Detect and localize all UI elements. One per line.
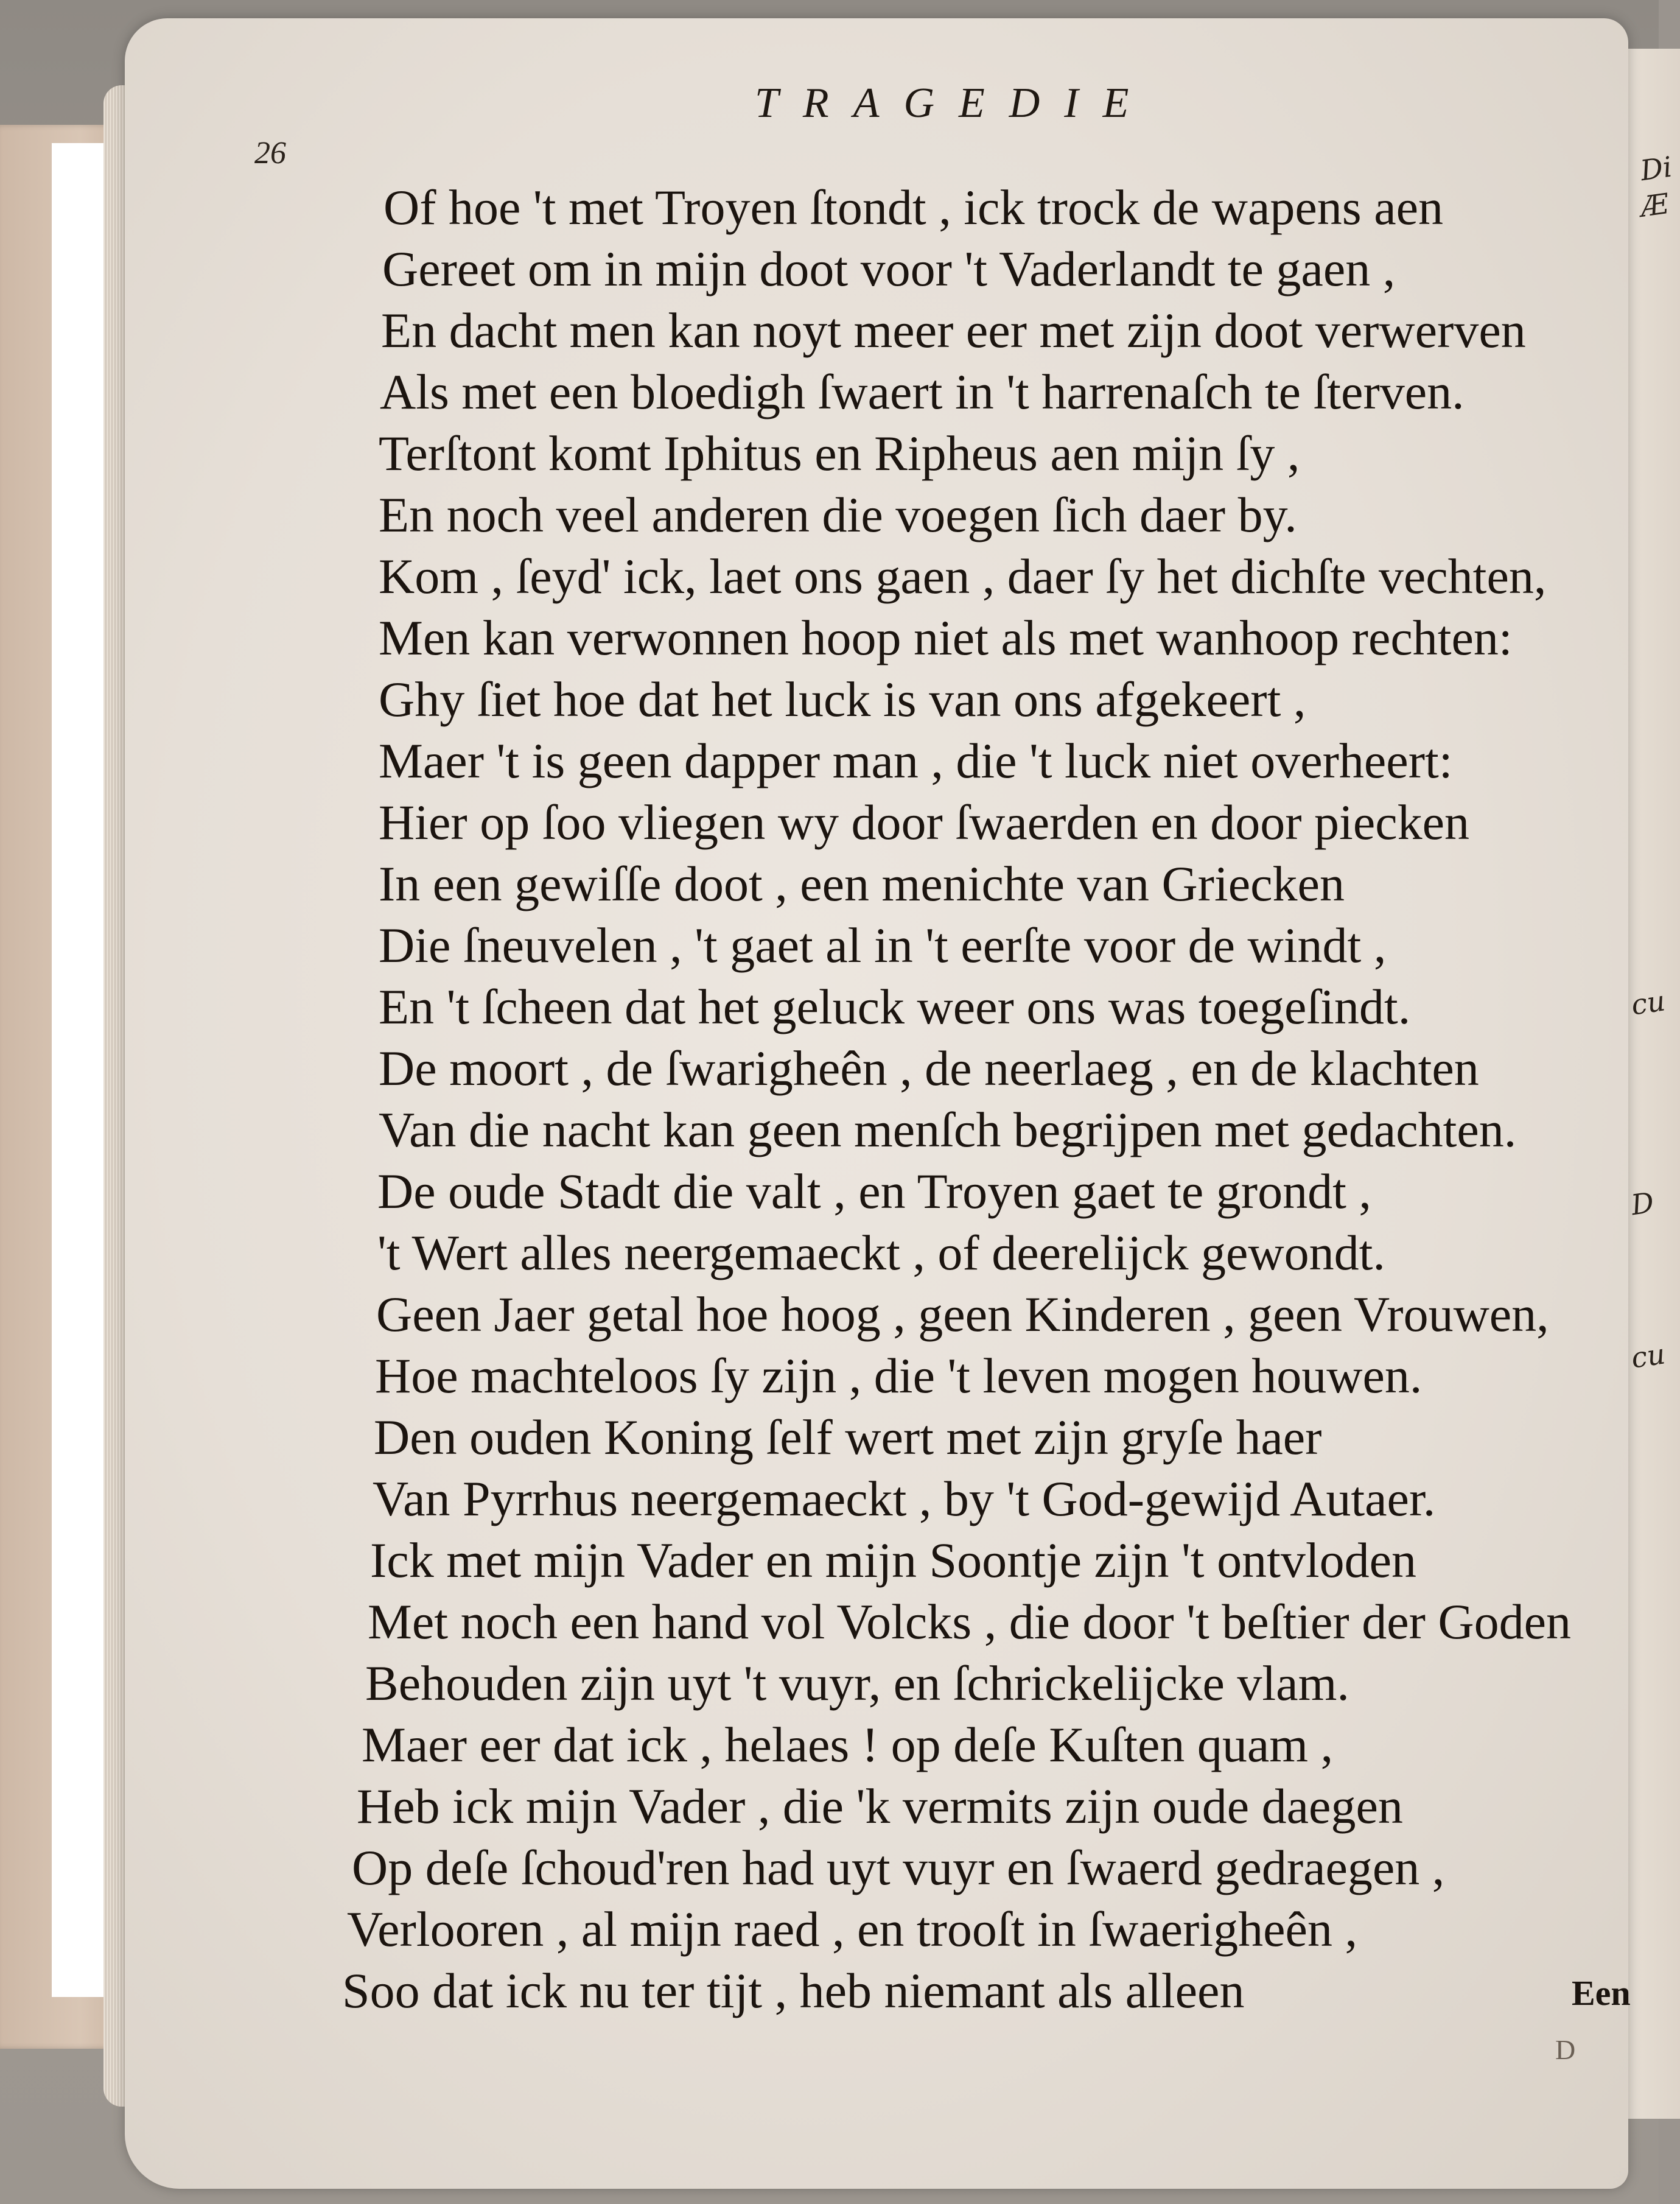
verse-line: Van Pyrrhus neergemaeckt , by 't God-gewijd Autaer. [373,1471,1436,1526]
verse-line: En noch veel anderen die voegen ſich daer by. [379,487,1297,542]
verse-line: Den ouden Koning ſelf wert met zijn gryſe haer [374,1409,1322,1465]
verse-line: Ick met mijn Vader en mijn Soontje zijn 't ontvloden [370,1532,1417,1588]
verse-line: Men kan verwonnen hoop niet als met wanhoop rechten: [379,610,1513,665]
verse-line: 't Wert alles neergemaeckt , of deerelijck gewondt. [377,1225,1385,1280]
verse-line: Geen Jaer getal hoe hoog , geen Kinderen , geen Vrouwen, [376,1286,1549,1342]
facing-fragment: cu [1629,984,1667,1022]
verse-line: Met noch een hand vol Volcks , die door 't beſtier der Goden [368,1594,1572,1649]
verse-line: Van die nacht kan geen menſch begrijpen met gedachten. [379,1102,1517,1157]
verse-line: Soo dat ick nu ter tijt , heb niemant als alleen [342,1963,1245,2018]
verse-line: De moort , de ſwarigheên , de neerlaeg , en de klachten [379,1041,1479,1096]
page-number: 26 [254,136,286,170]
verse-line: Maer eer dat ick , helaes ! op deſe Kuſten quam , [362,1717,1334,1772]
verse-line: Hoe machteloos ſy zijn , die 't leven mogen houwen. [375,1348,1423,1403]
verse-line: In een gewiſſe doot , een menichte van Griecken [379,856,1345,911]
verse-line: Heb ick mijn Vader , die 'k vermits zijn oude daegen [357,1778,1403,1834]
verse-line: En 't ſcheen dat het geluck weer ons was toegeſindt. [379,979,1411,1034]
verse-line: Maer 't is geen dapper man , die 't luck niet overheert: [379,733,1453,788]
facing-fragment: cu [1629,1337,1667,1375]
verse-line: Kom , ſeyd' ick, laet ons gaen , daer ſy het dichſte vechten, [379,549,1547,604]
verse-line: De oude Stadt die valt , en Troyen gaet te grondt , [377,1163,1371,1219]
verse-line: En dacht men kan noyt meer eer met zijn doot verwerven [381,303,1526,358]
verse-line: Gereet om in mijn doot voor 't Vaderlandt te gaen , [382,241,1396,297]
verse-line: Of hoe 't met Troyen ſtondt , ick trock de wapens aen [383,180,1443,235]
verse-line: Die ſneuvelen , 't gaet al in 't eerſte voor de windt , [379,918,1387,973]
running-head: TRAGEDIE [755,80,1153,127]
verse-line: Ghy ſiet hoe dat het luck is van ons afgekeert , [379,672,1306,727]
verse-line: Terſtont komt Iphitus en Ripheus aen mijn ſy , [379,426,1300,481]
cover-white-edge [52,143,110,1997]
catchword: Een [1572,1973,1631,2013]
verse-line: Als met een bloedigh ſwaert in 't harrenaſch te ſterven. [380,364,1465,419]
verse-line: Hier op ſoo vliegen wy door ſwaerden en door piecken [379,795,1470,850]
facing-fragment: D [1629,1185,1656,1222]
verse-line: Verlooren , al mijn raed , en trooſt in ſwaerigheên , [347,1901,1357,1957]
verse-text-block [342,177,1607,2021]
signature-mark: D [1555,2034,1576,2065]
facing-fragment: Di [1638,150,1675,188]
verse-line: Op deſe ſchoud'ren had uyt vuyr en ſwaerd gedraegen , [352,1840,1445,1895]
facing-fragment: Æ [1638,187,1671,223]
verse-line: Behouden zijn uyt 't vuyr, en ſchrickelijcke vlam. [365,1655,1349,1711]
